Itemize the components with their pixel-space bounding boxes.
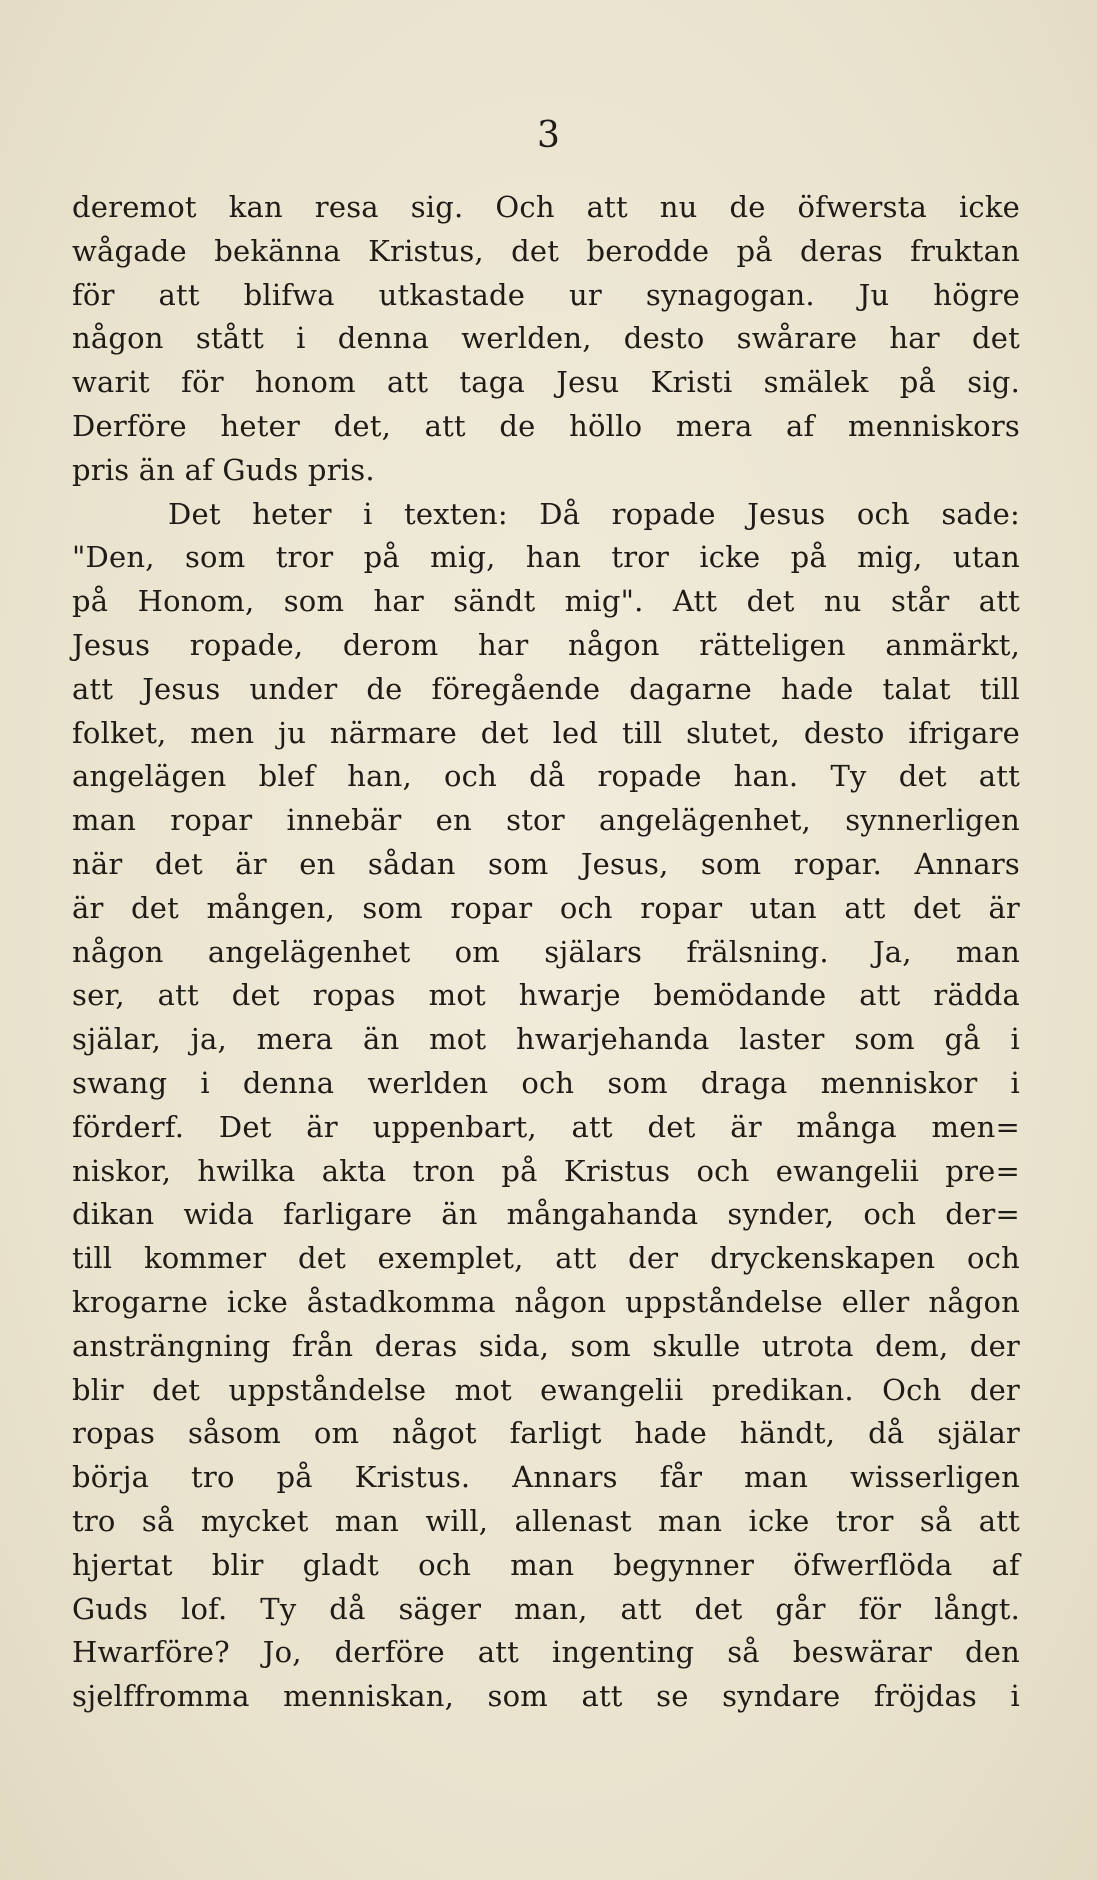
- text-line: niskor, hwilka akta tron på Kristus och ewangelii pre=: [72, 1153, 1020, 1188]
- text-line: på Honom, som har sändt mig". Att det nu står att: [72, 584, 1020, 619]
- text-line: ansträngning från deras sida, som skulle utrota dem, der: [72, 1328, 1020, 1363]
- text-line: dikan wida farligare än mångahanda synder, och der=: [72, 1197, 1020, 1232]
- text-line: ser, att det ropas mot hwarje bemödande att rädda: [72, 978, 1020, 1013]
- text-line: tro så mycket man will, allenast man icke tror så att: [72, 1503, 1020, 1538]
- text-line: krogarne icke åstadkomma någon uppståndelse eller någon: [72, 1284, 1020, 1319]
- text-line: hjertat blir gladt och man begynner öfwerflöda af: [72, 1547, 1020, 1582]
- body-text: [72, 186, 1020, 1719]
- text-line: själar, ja, mera än mot hwarjehanda laster som gå i: [72, 1022, 1020, 1057]
- text-line: Jesus ropade, derom har någon rätteligen anmärkt,: [72, 627, 1020, 662]
- text-line: "Den, som tror på mig, han tror icke på mig, utan: [72, 540, 1020, 575]
- text-line: Hwarföre? Jo, derföre att ingenting så beswärar den: [72, 1635, 1020, 1670]
- text-line: någon stått i denna werlden, desto swårare har det: [72, 321, 1020, 356]
- text-line: angelägen blef han, och då ropade han. Ty det att: [72, 759, 1020, 794]
- text-line: sjelffromma menniskan, som att se syndare fröjdas i: [72, 1679, 1020, 1714]
- text-line: förderf. Det är uppenbart, att det är många men=: [72, 1109, 1020, 1144]
- page-number: 3: [537, 115, 560, 156]
- text-line: Guds lof. Ty då säger man, att det går för långt.: [72, 1591, 1020, 1626]
- text-line: swang i denna werlden och som draga menniskor i: [72, 1065, 1020, 1100]
- text-line: för att blifwa utkastade ur synagogan. Ju högre: [72, 277, 1020, 312]
- text-line: man ropar innebär en stor angelägenhet, synnerligen: [72, 803, 1020, 838]
- text-line: när det är en sådan som Jesus, som ropar. Annars: [72, 846, 1020, 881]
- text-line: att Jesus under de föregående dagarne hade talat till: [72, 671, 1020, 706]
- text-line: ropas såsom om något farligt hade händt, då själar: [72, 1416, 1020, 1451]
- text-line: pris än af Guds pris.: [72, 452, 375, 487]
- text-line: blir det uppståndelse mot ewangelii predikan. Och der: [72, 1372, 1020, 1407]
- text-line: Det heter i texten: Då ropade Jesus och sade:: [168, 496, 1020, 531]
- text-line: till kommer det exemplet, att der dryckenskapen och: [72, 1241, 1020, 1276]
- text-line: börja tro på Kristus. Annars får man wisserligen: [72, 1460, 1020, 1495]
- text-line: warit för honom att taga Jesu Kristi smälek på sig.: [72, 365, 1020, 400]
- text-line: Derföre heter det, att de höllo mera af menniskors: [72, 408, 1020, 443]
- text-line: wågade bekänna Kristus, det berodde på deras fruktan: [72, 233, 1020, 268]
- text-line: är det mången, som ropar och ropar utan att det är: [72, 890, 1020, 925]
- text-line: folket, men ju närmare det led till slutet, desto ifrigare: [72, 715, 1020, 750]
- text-line: deremot kan resa sig. Och att nu de öfwersta icke: [72, 190, 1020, 224]
- text-line: någon angelägenhet om själars frälsning. Ja, man: [72, 934, 1020, 969]
